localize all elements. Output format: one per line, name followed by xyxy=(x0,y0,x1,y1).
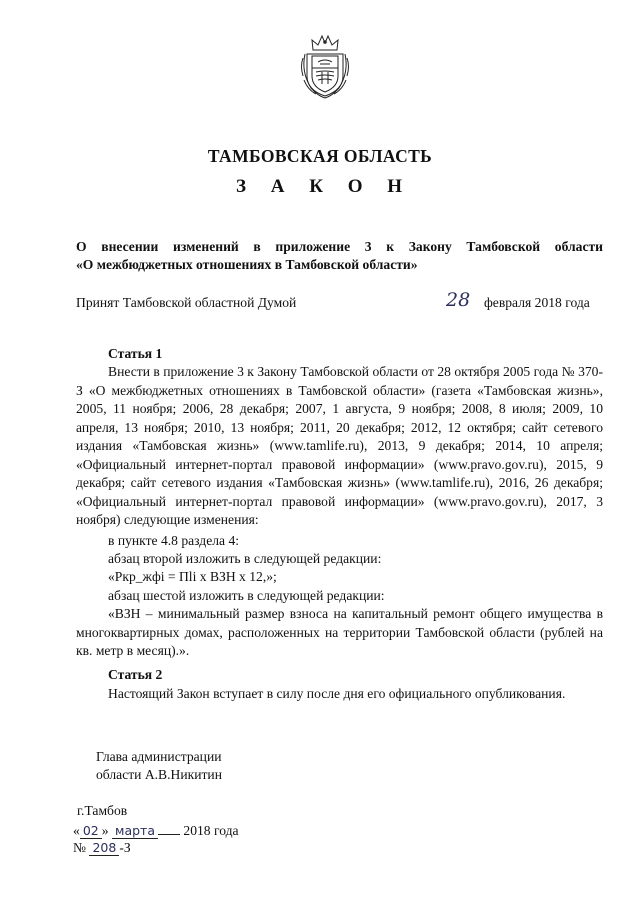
article-1-quote xyxy=(76,605,603,661)
number-prefix: № xyxy=(73,840,86,855)
article-1-item-4: абзац шестой изложить в следующей редакции: xyxy=(108,588,385,603)
adoption-month-year: февраля 2018 года xyxy=(484,295,590,310)
article-2-text: Настоящий Закон вступает в силу после дня его официального опубликования. xyxy=(108,686,566,701)
adoption-day-handwritten: 28 xyxy=(446,289,471,311)
signing-place: г.Тамбов xyxy=(77,803,128,818)
article-1-text: Внести в приложение 3 к Закону Тамбовской области от 28 октября 2005 года № 370-З «О межбюджетных отношениях в Тамбовской области» (газета «Тамбовская жизнь», 2005, 11 ноября; 2006, 28 декабря; 2007, 1 августа, 9 ноября; 2008, 8 июля; 2009, 10 апреля, 13 ноября; 2010, 13 ноября; 2011, 20 декабря; 2012, 12 октября; сайт сетевого издания «Тамбовская жизнь» (www.tamlife.ru), 2013, 9 декабря; 2014, 10 апреля; «Официальный интернет-портал правовой информации» (www.pravo.gov.ru), 2015, 9 декабря; сайт сетевого издания «Тамбовская жизнь» (www.tamlife.ru), 2016, 26 декабря; «Официальный интернет-портал правовой информации» (www.pravo.gov.ru), 2017, 3 ноября) следующие изменения: xyxy=(76,364,603,527)
document-type: З А К О Н xyxy=(235,176,413,197)
number-suffix: -З xyxy=(119,840,131,855)
signing-date xyxy=(73,822,239,839)
coat-of-arms-icon xyxy=(298,32,352,100)
law-title xyxy=(76,238,603,274)
article-1-heading: Статья 1 xyxy=(108,346,163,361)
article-1-item-1: в пункте 4.8 раздела 4: xyxy=(108,533,240,548)
law-title-line-2: «О межбюджетных отношениях в Тамбовской области» xyxy=(76,257,418,272)
law-number xyxy=(73,840,131,856)
article-1-item-2: абзац второй изложить в следующей редакции: xyxy=(108,551,382,566)
article-1-quote-text: «ВЗН – минимальный размер взноса на капитальный ремонт общего имущества в многоквартирных домах, расположенных на территории Тамбовской области (рублей на кв. метр в месяц).». xyxy=(76,606,603,658)
date-year: 2018 года xyxy=(183,823,239,838)
date-month-handwritten: марта xyxy=(112,824,158,839)
number-handwritten: 208 xyxy=(89,841,119,856)
signature-name: области А.В.Никитин xyxy=(96,767,222,782)
signature-title: Глава администрации xyxy=(96,749,222,764)
law-title-line-1: О внесении изменений в приложение 3 к Закону Тамбовской области xyxy=(76,239,603,254)
signature-block xyxy=(96,748,222,784)
article-1-formula: «Ркр_жфi = Пli х ВЗН х 12,»; xyxy=(108,569,277,584)
date-blank-line xyxy=(158,822,180,835)
date-close-quote: » xyxy=(101,823,109,838)
adoption-text: Принят Тамбовской областной Думой xyxy=(76,295,297,310)
region-name: ТАМБОВСКАЯ ОБЛАСТЬ xyxy=(207,146,433,166)
article-2-heading: Статья 2 xyxy=(108,667,163,682)
date-day-handwritten: 02 xyxy=(80,824,102,839)
date-open-quote: « xyxy=(73,823,80,838)
article-1-body xyxy=(76,363,603,530)
article-2-body xyxy=(76,685,603,704)
